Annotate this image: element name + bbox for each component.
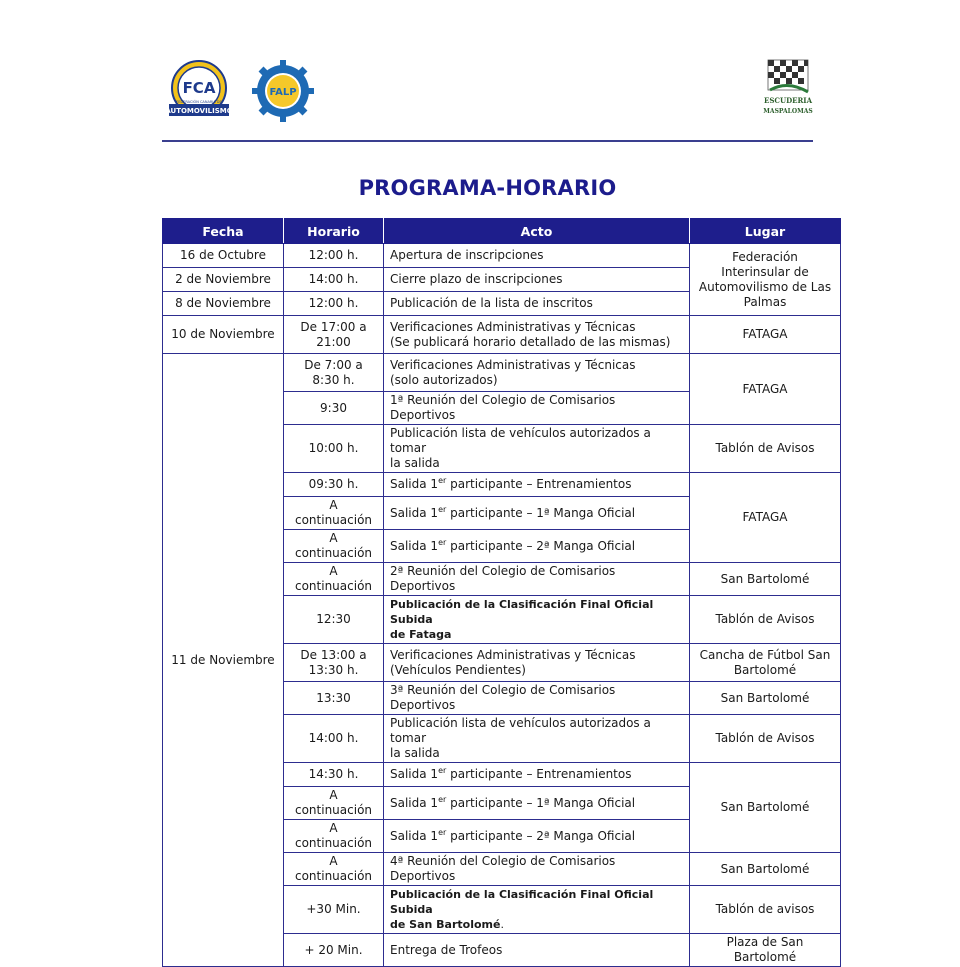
cell-horario: 10:00 h. [284, 425, 384, 473]
cell-lugar [690, 644, 841, 682]
cell-lugar: Tablón de avisos [690, 886, 841, 934]
cell-acto-line1: Publicación de la Clasificación Final Oficial Subida [390, 598, 654, 626]
cell-acto [384, 886, 690, 934]
fca-logo-subtitle: FEDERACIÓN CANARIA DE [176, 100, 222, 104]
cell-acto-line1: Publicación de la Clasificación Final Oficial Subida [390, 888, 654, 916]
cell-lugar: FATAGA [690, 473, 841, 563]
cell-acto-line2: (solo autorizados) [390, 372, 498, 387]
escuderia-logo [758, 56, 818, 120]
cell-acto [384, 497, 690, 530]
table-row [163, 354, 841, 392]
cell-acto [384, 763, 690, 787]
acto-text: participante – Entrenamientos [446, 477, 632, 491]
falp-logo [252, 60, 314, 122]
cell-horario [284, 316, 384, 354]
page-title: PROGRAMA-HORARIO [358, 176, 617, 200]
cell-acto: 4ª Reunión del Colegio de Comisarios Deportivos [384, 853, 690, 886]
cell-lugar: FATAGA [690, 354, 841, 425]
fca-logo [168, 60, 230, 120]
cell-lugar: Tablón de Avisos [690, 425, 841, 473]
cell-acto [384, 316, 690, 354]
column-header-horario: Horario [284, 219, 384, 244]
cell-acto-line1: Publicación lista de vehículos autorizados a tomar [390, 426, 651, 455]
cell-acto [384, 644, 690, 682]
cell-acto-line2: la salida [390, 746, 440, 760]
cell-horario [284, 354, 384, 392]
cell-acto: 1ª Reunión del Colegio de Comisarios Deportivos [384, 392, 690, 425]
cell-acto [384, 354, 690, 392]
acto-text: participante – 1ª Manga Oficial [446, 795, 636, 810]
cell-lugar: Federación Interinsular de Automovilismo de Las Palmas [690, 244, 841, 316]
cell-acto-line2: (Se publicará horario detallado de las mismas) [390, 334, 671, 349]
cell-acto-line2: de San Bartolomé [390, 918, 501, 931]
schedule-table [162, 218, 841, 967]
cell-lugar: Tablón de Avisos [690, 596, 841, 644]
cell-horario: A continuación [284, 530, 384, 563]
fca-logo-abbr: FCA [182, 79, 216, 97]
acto-text: Salida 1 [390, 795, 439, 810]
cell-lugar-line1: Cancha de Fútbol San [699, 647, 831, 662]
cell-horario: 12:00 h. [284, 292, 384, 316]
cell-horario-line1: De 7:00 a [304, 357, 363, 372]
cell-horario: 14:30 h. [284, 763, 384, 787]
cell-horario: 12:30 [284, 596, 384, 644]
cell-acto-line1: Verificaciones Administrativas y Técnicas [390, 357, 636, 372]
cell-fecha: 10 de Noviembre [163, 316, 284, 354]
cell-horario: A continuación [284, 787, 384, 820]
cell-lugar: San Bartolomé [690, 853, 841, 886]
column-header-lugar: Lugar [690, 219, 841, 244]
acto-text: Salida 1 [390, 505, 439, 520]
cell-lugar: San Bartolomé [690, 682, 841, 715]
acto-text: participante – 1ª Manga Oficial [446, 505, 636, 520]
cell-fecha: 16 de Octubre [163, 244, 284, 268]
cell-horario: A continuación [284, 497, 384, 530]
cell-acto-line2: (Vehículos Pendientes) [390, 662, 526, 677]
cell-horario: +30 Min. [284, 886, 384, 934]
acto-superscript: er [438, 766, 447, 775]
cell-horario: + 20 Min. [284, 934, 384, 967]
acto-text: Salida 1 [390, 538, 439, 553]
cell-fecha: 11 de Noviembre [163, 354, 284, 967]
cell-acto-line1: Verificaciones Administrativas y Técnicas [390, 319, 636, 334]
cell-acto: Entrega de Trofeos [384, 934, 690, 967]
table-row [163, 316, 841, 354]
escuderia-logo-line1: ESCUDERIA [764, 96, 812, 105]
cell-horario-line2: 8:30 h. [312, 372, 355, 387]
fca-logo-banner: AUTOMOVILISMO [168, 107, 230, 115]
cell-horario-line2: 21:00 [316, 334, 351, 349]
acto-superscript: er [438, 537, 447, 547]
cell-fecha: 8 de Noviembre [163, 292, 284, 316]
acto-text: Salida 1 [390, 767, 439, 781]
cell-horario: 13:30 [284, 682, 384, 715]
cell-horario-line1: De 13:00 a [300, 647, 367, 662]
acto-text: participante – 2ª Manga Oficial [446, 538, 636, 553]
cell-acto: Apertura de inscripciones [384, 244, 690, 268]
cell-horario: 14:00 h. [284, 715, 384, 763]
cell-lugar: San Bartolomé [690, 763, 841, 853]
cell-horario: 9:30 [284, 392, 384, 425]
cell-acto-line2: de Fataga [390, 628, 452, 641]
cell-horario: A continuación [284, 853, 384, 886]
cell-fecha: 2 de Noviembre [163, 268, 284, 292]
cell-acto [384, 715, 690, 763]
header-divider [162, 140, 813, 142]
cell-horario: A continuación [284, 563, 384, 596]
cell-acto [384, 787, 690, 820]
cell-acto: Cierre plazo de inscripciones [384, 268, 690, 292]
cell-lugar: San Bartolomé [690, 563, 841, 596]
cell-horario [284, 644, 384, 682]
acto-superscript: er [438, 827, 447, 837]
falp-logo-abbr: FALP [269, 87, 297, 98]
acto-superscript: er [438, 504, 447, 514]
cell-acto: 3ª Reunión del Colegio de Comisarios Deportivos [384, 682, 690, 715]
acto-text: participante – 2ª Manga Oficial [446, 828, 636, 843]
acto-text: participante – Entrenamientos [446, 767, 632, 781]
cell-acto-tail: . [500, 918, 504, 931]
cell-horario: A continuación [284, 820, 384, 853]
cell-acto [384, 530, 690, 563]
cell-lugar: Tablón de Avisos [690, 715, 841, 763]
cell-horario: 09:30 h. [284, 473, 384, 497]
cell-acto-line1: Verificaciones Administrativas y Técnicas [390, 647, 636, 662]
cell-horario-line1: De 17:00 a [300, 319, 367, 334]
column-header-fecha: Fecha [163, 219, 284, 244]
acto-superscript: er [438, 794, 447, 804]
cell-horario: 12:00 h. [284, 244, 384, 268]
cell-acto: Publicación de la lista de inscritos [384, 292, 690, 316]
cell-acto [384, 596, 690, 644]
acto-superscript: er [438, 476, 447, 485]
cell-acto-line2: la salida [390, 456, 440, 470]
cell-acto [384, 425, 690, 473]
acto-text: Salida 1 [390, 828, 439, 843]
cell-lugar: FATAGA [690, 316, 841, 354]
table-row [163, 244, 841, 268]
escuderia-logo-line2: MASPALOMAS [763, 108, 813, 115]
cell-acto-line1: Publicación lista de vehículos autorizados a tomar [390, 716, 651, 745]
cell-horario-line2: 13:30 h. [308, 662, 359, 677]
acto-text: Salida 1 [390, 477, 439, 491]
cell-acto [384, 473, 690, 497]
cell-horario: 14:00 h. [284, 268, 384, 292]
cell-acto [384, 820, 690, 853]
cell-lugar-line2: Bartolomé [733, 662, 797, 677]
table-header-row [163, 219, 841, 244]
column-header-acto: Acto [384, 219, 690, 244]
cell-lugar: Plaza de San Bartolomé [690, 934, 841, 967]
cell-acto: 2ª Reunión del Colegio de Comisarios Deportivos [384, 563, 690, 596]
